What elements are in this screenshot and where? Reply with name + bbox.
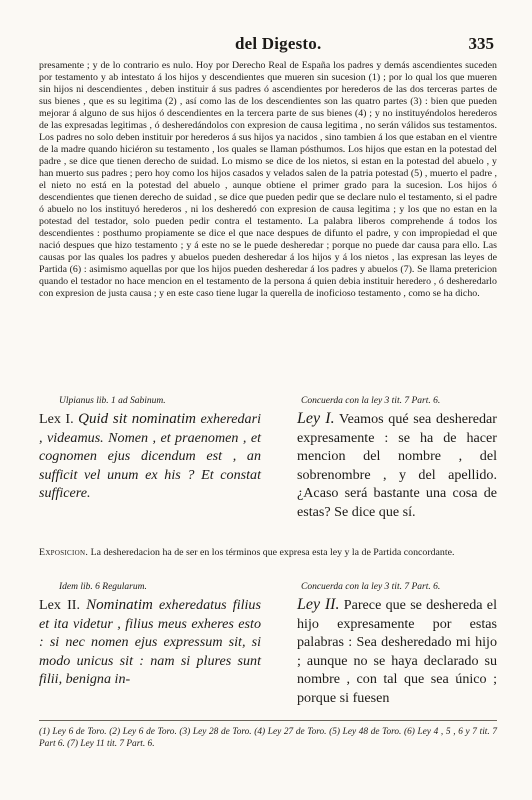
law-1-source-latin: Ulpianus lib. 1 ad Sabinum. (59, 396, 166, 406)
exposicion-text: La desheredacion ha de ser en los términos que expresa esta ley y la de Partida concordante. (90, 547, 455, 558)
law-2-latin-text: exheredatus filius et ita videtur , filius meus exheres esto : si nec nomen ejus expressum sit, si modo unicus sit : nam si plures sunt filii, benigna in- (39, 597, 261, 688)
footnote-rule (39, 720, 497, 721)
law-1-latin-text: exheredari , videamus. Nomen , et praenomen , et cognomen ejus dicendum est , an sufficit vel unum ex his ? Et constat sufficere. (39, 411, 262, 502)
law-1-spanish-label: Ley I. (297, 410, 335, 427)
law-1 (39, 396, 497, 536)
law-1-latin-column (39, 410, 261, 503)
footnotes-text: (1) Ley 6 de Toro. (2) Ley 6 de Toro. (3) Ley 28 de Toro. (4) Ley 27 de Toro. (5) Ley 48 de Toro. (6) Ley 4 , 5 , 6 y 7 tit. 7 Part 6. (7) Ley 11 tit. 7 Part. 6. (39, 727, 497, 749)
law-2-source-spanish: Concuerda con la ley 3 tit. 7 Part. 6. (301, 582, 441, 592)
exposicion-label: Exposicion. (39, 547, 89, 558)
law-2-sources (39, 582, 497, 596)
page-number: 335 (468, 34, 494, 53)
running-head: del Digesto. (235, 34, 322, 53)
commentary-block (39, 60, 497, 300)
exposicion-note (39, 547, 497, 559)
law-2-latin-label: Lex II. (39, 597, 80, 613)
law-2-spanish-text: Parece que se deshereda el hijo expresamente por estas palabras : Sea desheredado mi hijo ; aunque no se haya declarado su nombre , con tal que sea único ; porque si fuesen (297, 597, 497, 706)
footnotes (39, 726, 497, 750)
law-1-source-spanish: Concuerda con la ley 3 tit. 7 Part. 6. (301, 396, 441, 406)
law-2-spanish-column (297, 596, 497, 708)
law-1-spanish-text: Veamos qué sea desheredar expresamente : se ha de hacer mencion del nombre , del sobrenombre , y del apellido. ¿Acaso será bastante una cosa de estas? Se dice que sí. (297, 411, 497, 520)
commentary-paragraph: presamente ; y de lo contrario es nulo. Hoy por Derecho Real de España los padres y demás ascendientes suceden por testamento y ab intestato á los hijos y descendientes que mueren sin sucesion (1) ; por lo qual los que mueren sin hijos ni descendientes , deben instituir á sus padres ó ascendientes por herederos de las dos terceras partes de sus bienes , que es su legitima (2) , así como las de los descendientes son las quatro partes (3) : bien que pueden mejorar á alguno de sus hijos ó descendientes en la tercera parte de sus bienes (4) ; y no instituyéndolos herederos de las expresadas legitimas , ó desheredándolos con expresion de causa legitima , no serán válidos sus testamentos. Los padres no solo deben instituir por herederos á sus hijos ya nacidos , sino tambien á los que estaban en el vientre de la madre quando hiciéron su testamento , los quales se llaman pósthumos. Los hijos que estan en la potestad del padre , se dice que tienen derecho de suidad. Lo mismo se dice de los nietos, si estan en la potestad del abuelo , y han muerto sus padres ; pero hoy como los hijos casados y velados salen de la patria potestad (5) , muerto el padre , el nieto no está en la potestad del abuelo , aunque obtiene el primer grado para la sucesion. Los hijos ó descendientes que tienen derecho de suidad , se dice que pueden pedir que se declare nulo el testamento, si el padre ó abuelo no los instituyó herederos , ni los desheredó con expresion de causa legitima ; y los que no estan en la potestad del testador, solo pueden pedir contra el testamento. La palabra liberos comprehende á todos los descendientes : posthumo propiamente se dice el que nace despues de difunto el padre, y con impropiedad el que nació despues que hizo testamento ; y á este no se le puede desheredar ; porque no puede dar causa para ello. Las causas por las quales los padres y abuelos pueden desheredar á los hijos y á los nietos , las expresan las leyes de Partida (6) : asimismo aquellas por que los hijos pueden desheredar á los padres y abuelos (7). Se llama pretericion quando el testador no hace mencion en el testamento de la persona á quien debia instituir heredero , ó desheredarlo con expresion de justa causa ; y en este caso tiene lugar la querella de inoficioso testamento , como se ha dicho. (39, 60, 497, 299)
law-2-latin-column (39, 596, 261, 689)
law-1-spanish-column (297, 410, 497, 522)
law-2-source-latin: Idem lib. 6 Regularum. (59, 582, 147, 592)
page-header (0, 34, 532, 56)
law-2 (39, 582, 497, 714)
law-2-latin-opening: Nominatim (86, 597, 153, 613)
law-2-spanish-label: Ley II. (297, 596, 340, 613)
law-1-latin-opening: Quid sit nominatim (78, 411, 196, 427)
law-1-sources (39, 396, 497, 410)
law-1-latin-label: Lex I. (39, 411, 74, 427)
